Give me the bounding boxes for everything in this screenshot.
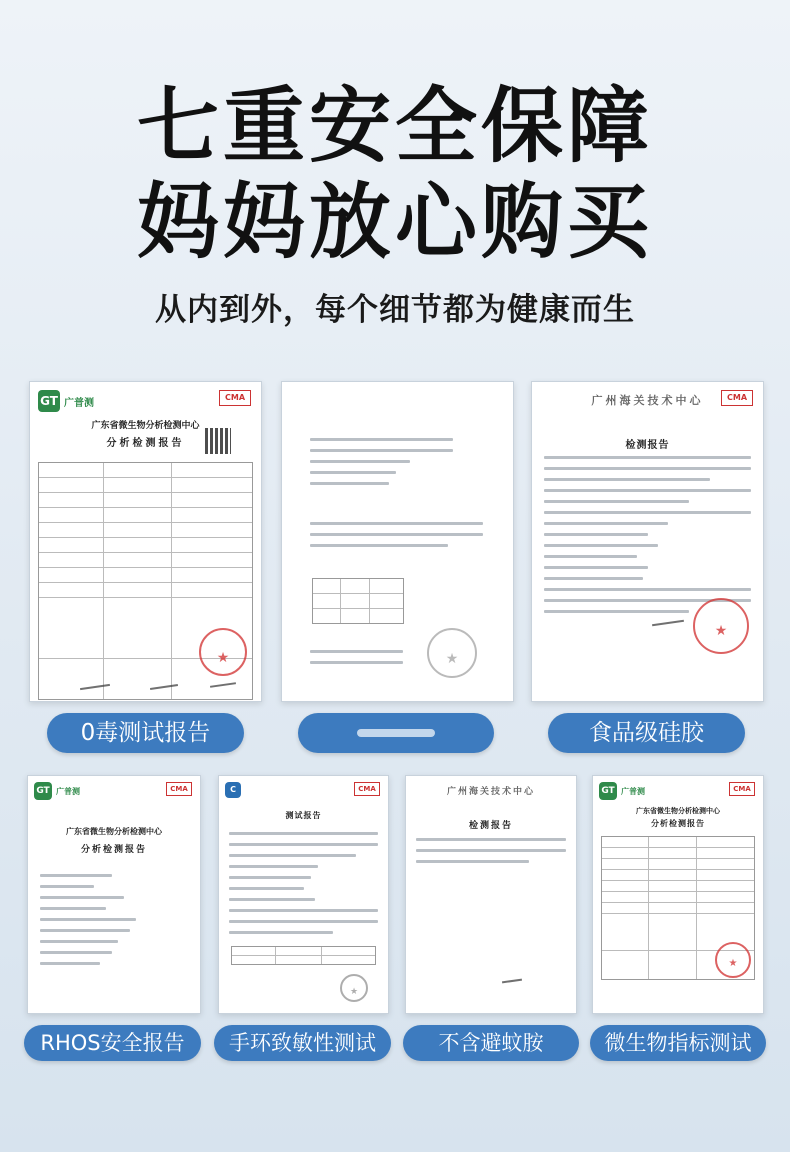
doc-report-title: 检测报告 xyxy=(468,821,513,831)
doc-text-lines xyxy=(416,838,566,871)
doc-report-title: 分析检测报告 xyxy=(651,819,705,828)
lab-logo-text: 广普测 xyxy=(621,787,645,796)
label-no-deet: 不含避蚊胺 xyxy=(403,1025,579,1061)
label-zero-toxicity: 0毒测试报告 xyxy=(47,713,244,753)
qr-code-icon xyxy=(205,428,231,454)
doc-report-title: 检测报告 xyxy=(625,440,670,451)
subtitle: 从内到外，每个细节都为健康而生 xyxy=(155,292,635,328)
doc-text-lines xyxy=(544,456,751,621)
doc-issuer: 广州海关技术中心 xyxy=(591,394,704,407)
doc-report-title: 分析检测报告 xyxy=(80,845,147,855)
red-stamp-icon: ★ xyxy=(199,628,247,676)
lab-logo-text: 广普测 xyxy=(64,398,94,409)
doc-text-lines xyxy=(40,874,160,973)
certificate-microbial xyxy=(592,775,764,1014)
doc-report-title: 分析检测报告 xyxy=(106,438,185,449)
doc-issuer: 广东省微生物分析检测中心 xyxy=(91,421,200,431)
doc-report-title: 测试报告 xyxy=(285,811,322,820)
doc-text-lines xyxy=(310,650,403,672)
doc-text-lines xyxy=(229,832,378,942)
signature-icon xyxy=(502,979,522,984)
certificate-blurred xyxy=(281,381,514,702)
lab-logo-text: 广普测 xyxy=(56,787,80,796)
label-microbial-test: 微生物指标测试 xyxy=(590,1025,766,1061)
headline-line-1: 七重安全保障 xyxy=(136,79,653,174)
doc-issuer: 广东省微生物分析检测中心 xyxy=(66,827,162,836)
doc-issuer: 广州海关技术中心 xyxy=(446,787,535,797)
grey-stamp-icon: ★ xyxy=(340,974,368,1002)
certificate-food-grade xyxy=(531,381,764,702)
label-food-grade-silicone: 食品级硅胶 xyxy=(548,713,745,753)
doc-text-lines xyxy=(310,438,453,493)
cma-mark-icon: CMA xyxy=(721,390,753,406)
lab-logo-icon: GT xyxy=(38,390,60,412)
lab-logo-icon: GT xyxy=(599,782,617,800)
certificate-sensitization xyxy=(218,775,389,1014)
certificate-rohs xyxy=(27,775,201,1014)
red-stamp-icon: ★ xyxy=(693,598,749,654)
doc-text-lines xyxy=(310,522,483,555)
red-stamp-icon: ★ xyxy=(715,942,751,978)
lab-logo-icon: C xyxy=(225,782,241,798)
cma-mark-icon: CMA xyxy=(219,390,251,406)
cma-mark-icon: CMA xyxy=(166,782,192,796)
lab-logo-icon: GT xyxy=(34,782,52,800)
label-sensitization-test: 手环致敏性测试 xyxy=(214,1025,391,1061)
doc-table xyxy=(312,578,404,624)
label-blurred xyxy=(298,713,494,753)
certificate-toxicity xyxy=(29,381,262,702)
blurred-text xyxy=(357,729,435,737)
doc-issuer: 广东省微生物分析检测中心 xyxy=(636,807,720,815)
headline-line-2: 妈妈放心购买 xyxy=(136,175,653,270)
grey-stamp-icon: ★ xyxy=(427,628,477,678)
cma-mark-icon: CMA xyxy=(729,782,755,796)
certificate-no-deet xyxy=(405,775,577,1014)
label-rohs-safety: RHOS安全报告 xyxy=(24,1025,201,1061)
doc-table xyxy=(231,946,376,965)
cma-mark-icon: CMA xyxy=(354,782,380,796)
